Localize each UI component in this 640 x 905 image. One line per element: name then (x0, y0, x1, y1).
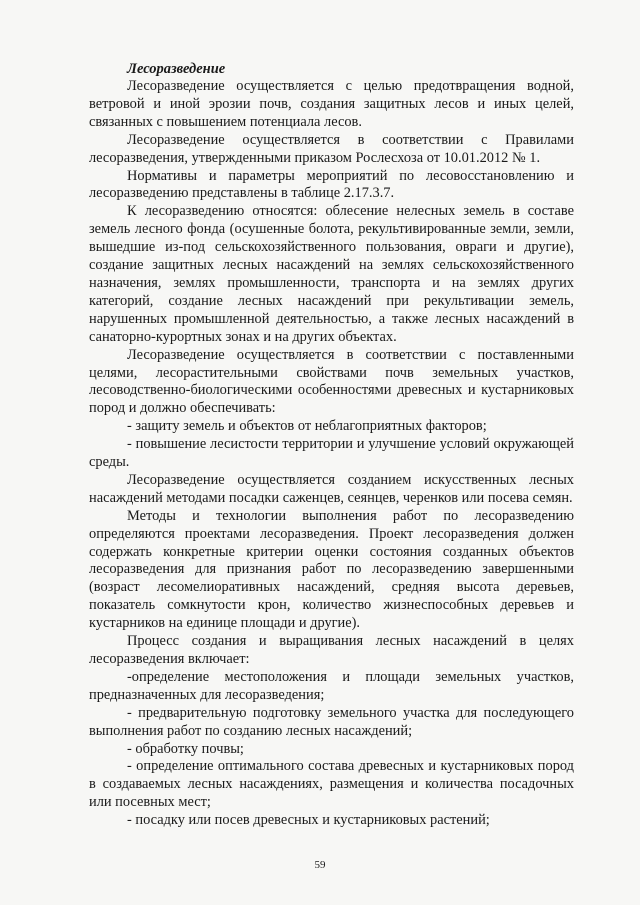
paragraph-norms: Нормативы и параметры мероприятий по лесовосстановлению и лесоразведению представлены в таблице 2.17.3.7. (89, 167, 574, 202)
list-item-soil: - обработку почвы; (127, 740, 244, 757)
list-item-location: -определение местоположения и площади земельных участков, предназначенных для лесоразведения; (89, 668, 574, 703)
list-item-composition: - определение оптимального состава древесных и кустарниковых пород в создаваемых лесных насаждениях, размещения и количества посадочных или посевных мест; (89, 758, 574, 811)
paragraph-requirements: Лесоразведение осуществляется в соответствии с поставленными целями, лесорастительными свойствами почв земельных участков, лесоводственно-биологическими особенностями древесных и кустарниковых пород и должно обеспечивать: (89, 346, 574, 417)
paragraph-methods-planting: Лесоразведение осуществляется созданием искусственных лесных насаждений методами посадки саженцев, сеянцев, черенков или посева семян. (89, 471, 574, 506)
paragraph-rules: Лесоразведение осуществляется в соответствии с Правилами лесоразведения, утвержденными приказом Рослесхоза от 10.01.2012 № 1. (89, 131, 574, 166)
list-item-planting: - посадку или посев древесных и кустарниковых растений; (127, 812, 490, 829)
paragraph-scope: К лесоразведению относятся: облесение нелесных земель в составе земель лесного фонда (осушенные болота, рекультивированные земли, земли, вышедшие из-под сельскохозяйственного пользования, овраги и другие), создание защитных лесных насаждений на землях сельскохозяйственного назначения, землях промышленности, транспорта и на землях других категорий, создание лесных насаждений при рекультивации земель, нарушенных промышленной деятельностью, а также лесных насаждений в санаторно-курортных зонах и на других объектах. (89, 203, 574, 345)
paragraph-process: Процесс создания и выращивания лесных насаждений в целях лесоразведения включает: (89, 633, 574, 667)
list-item-protection: - защиту земель и объектов от неблагоприятных факторов; (127, 418, 487, 435)
list-item-preparation: - предварительную подготовку земельного участка для последующего выполнения работ по созданию лесных насаждений; (89, 704, 574, 739)
section-title: Лесоразведение (127, 61, 226, 77)
paragraph-purpose: Лесоразведение осуществляется с целью предотвращения водной, ветровой и иной эрозии почв, создания защитных лесов и иных целей, связанных с повышением потенциала лесов. (89, 78, 574, 130)
list-item-forest-cover: - повышение лесистости территории и улучшение условий окружающей среды. (89, 436, 574, 471)
paragraph-projects: Методы и технологии выполнения работ по лесоразведению определяются проектами лесоразведения. Проект лесоразведения должен содержать конкретные критерии оценки состояния созданных объектов лесоразведения для признания работ по лесоразведению завершенными (возраст лесомелиоративных насаждений, средняя высота деревьев, показатель сомкнутости крон, количество жизнеспособных деревьев и кустарников на единице площади и другие). (89, 507, 574, 632)
page-number: 59 (314, 859, 326, 871)
